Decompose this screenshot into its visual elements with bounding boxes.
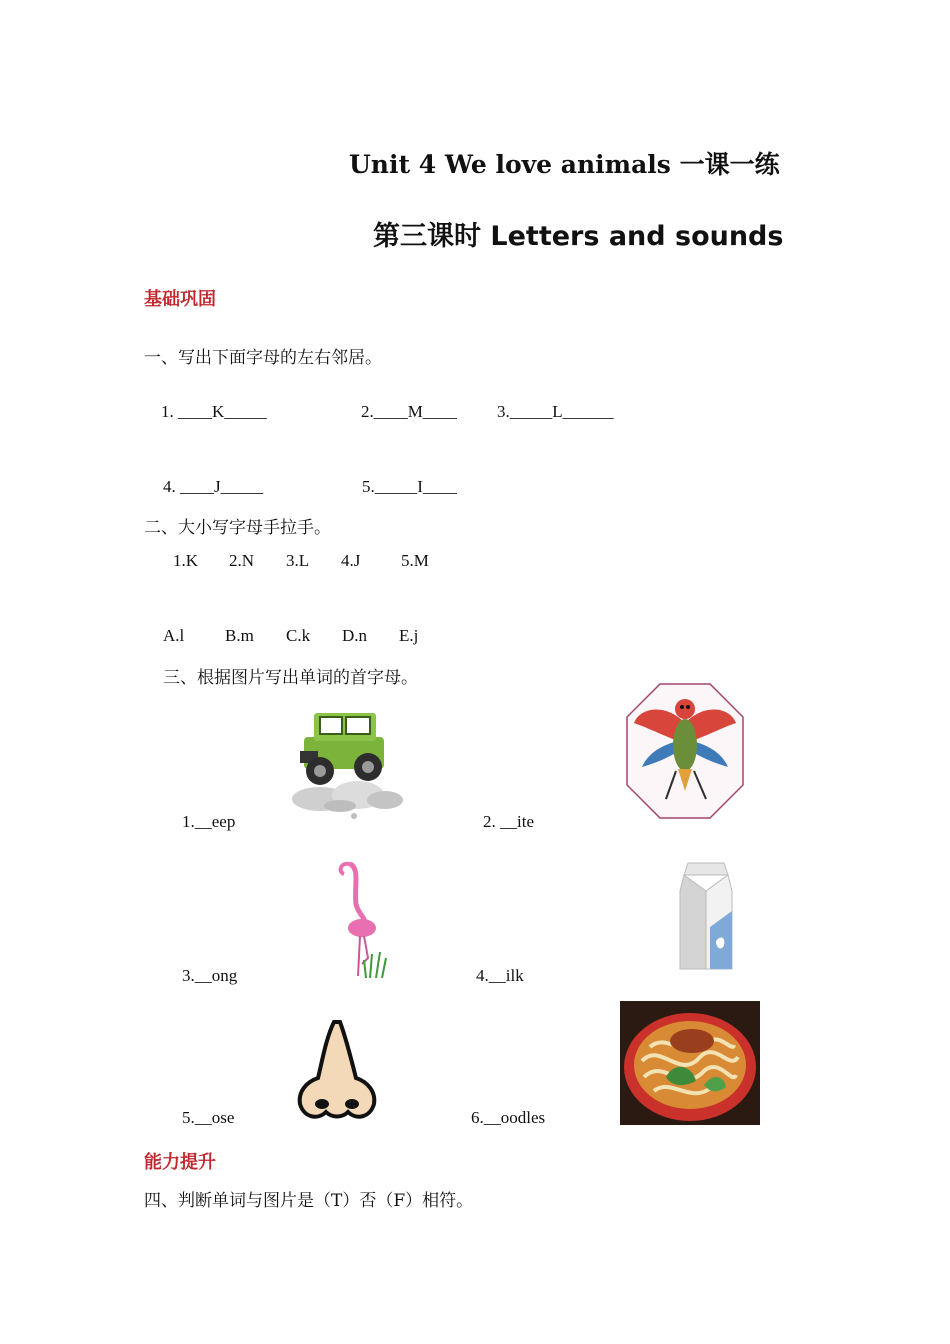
q3-title: 三、根据图片写出单词的首字母。	[163, 668, 418, 688]
q2-upper-3: 3.L	[286, 551, 310, 570]
q3-item-4: 4.__ilk	[476, 966, 524, 985]
q2-lower-c: C.k	[286, 626, 311, 645]
jeep-icon	[290, 703, 406, 819]
q3-item-6: 6.__oodles	[471, 1108, 546, 1127]
q2-upper-4: 4.J	[341, 551, 361, 570]
q3-item-3: 3.__ong	[182, 966, 238, 985]
q2-upper-1: 1.K	[173, 551, 199, 570]
q2-upper-5: 5.M	[401, 551, 429, 570]
page-subtitle: 第三课时 Letters and sounds	[373, 221, 784, 252]
nose-icon	[296, 1018, 378, 1124]
q1-item-4: 4. ____J_____	[163, 477, 264, 496]
section-basic-heading: 基础巩固	[144, 289, 216, 310]
q1-item-2: 2.____M____	[361, 402, 457, 421]
q2-lower-e: E.j	[399, 626, 419, 645]
q2-lower-b: B.m	[225, 626, 254, 645]
q3-item-2: 2. __ite	[483, 812, 534, 831]
kite-icon	[626, 683, 744, 819]
page-title: Unit 4 We love animals 一课一练	[349, 150, 780, 179]
q4-title: 四、判断单词与图片是（T）否（F）相符。	[144, 1191, 474, 1211]
q1-item-1: 1. ____K_____	[161, 402, 267, 421]
flamingo-icon	[336, 858, 394, 980]
q3-item-1: 1.__eep	[182, 812, 236, 831]
q2-lower-d: D.n	[342, 626, 368, 645]
section-advanced-heading: 能力提升	[144, 1152, 216, 1173]
q2-upper-2: 2.N	[229, 551, 255, 570]
q3-item-5: 5.__ose	[182, 1108, 235, 1127]
q2-title: 二、大小写字母手拉手。	[144, 518, 331, 538]
q2-lower-a: A.l	[163, 626, 185, 645]
q1-item-5: 5._____I____	[362, 477, 457, 496]
q1-item-3: 3._____L______	[497, 402, 614, 421]
milk-carton-icon	[676, 861, 736, 971]
noodles-icon	[620, 1001, 760, 1125]
q1-title: 一、写出下面字母的左右邻居。	[144, 348, 382, 368]
